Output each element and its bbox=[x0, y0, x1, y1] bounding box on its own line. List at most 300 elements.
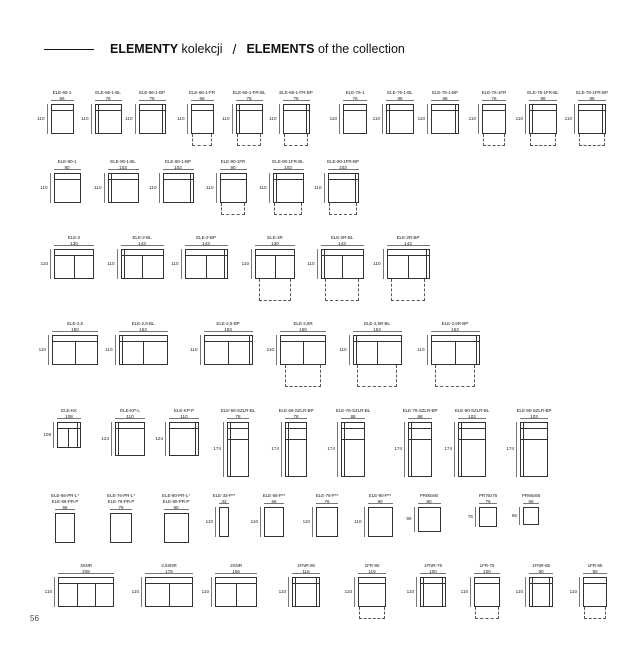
element-code: PR66x66 bbox=[521, 493, 541, 498]
corner-divider bbox=[68, 428, 69, 447]
sofa-element bbox=[52, 335, 98, 365]
element-height: 174 bbox=[444, 446, 452, 451]
seat-divider bbox=[77, 583, 78, 606]
chaise-divider bbox=[459, 439, 485, 476]
element-height: 110 bbox=[201, 588, 209, 594]
element-code-alt: ELE-66-PR-P bbox=[51, 499, 79, 504]
element-height: 110 bbox=[37, 115, 45, 121]
width-dimension-line bbox=[341, 418, 365, 419]
element-width: 78 bbox=[235, 414, 241, 419]
element-code: 1FNR-75 bbox=[424, 563, 442, 568]
height-dimension-line bbox=[324, 173, 325, 203]
height-dimension-line bbox=[427, 104, 428, 134]
sofa-element bbox=[280, 335, 326, 365]
element-height: 174 bbox=[271, 446, 279, 451]
width-dimension-line bbox=[215, 573, 257, 574]
seat-divider bbox=[236, 583, 237, 606]
height-dimension-line bbox=[317, 249, 318, 279]
element-code: ELE-76-SZLR-BP bbox=[402, 408, 438, 413]
backrest bbox=[359, 578, 385, 584]
element-width: 103 bbox=[339, 165, 347, 170]
width-dimension-line bbox=[204, 331, 253, 332]
element-code: ELE-76-1FR-BL bbox=[527, 90, 559, 95]
width-dimension-line bbox=[343, 100, 367, 101]
sofa-element bbox=[292, 577, 320, 607]
element-code: 1FNR-65 bbox=[532, 563, 550, 568]
element-height: 108 bbox=[43, 431, 51, 437]
sofa-element bbox=[353, 335, 402, 365]
backrest bbox=[221, 174, 246, 180]
element-code: ELE-2,5R-BP bbox=[441, 321, 469, 326]
element-height: 110 bbox=[468, 115, 476, 121]
width-dimension-line bbox=[145, 573, 193, 574]
armrest-right bbox=[306, 105, 309, 133]
element-width: 88 bbox=[540, 96, 546, 101]
sofa-element bbox=[255, 249, 295, 279]
width-dimension-line bbox=[280, 331, 326, 332]
sofa-element bbox=[164, 513, 189, 543]
element-code: PR90x90 bbox=[419, 493, 439, 498]
width-dimension-line bbox=[57, 418, 81, 419]
sofa-element bbox=[264, 507, 284, 537]
armrest-left bbox=[237, 105, 240, 133]
element-height: 110 bbox=[259, 184, 267, 190]
element-width: 150 bbox=[71, 327, 79, 332]
width-dimension-line bbox=[583, 573, 607, 574]
backrest bbox=[329, 174, 358, 180]
armrest-right bbox=[224, 250, 227, 278]
width-dimension-line bbox=[185, 245, 228, 246]
element-width: 100 bbox=[483, 569, 491, 574]
sleep-function-outline bbox=[483, 134, 505, 146]
height-dimension-line bbox=[216, 173, 217, 203]
width-dimension-line bbox=[529, 573, 553, 574]
width-dimension-line bbox=[458, 418, 486, 419]
sofa-element bbox=[121, 249, 164, 279]
armrest-left bbox=[530, 105, 533, 133]
width-dimension-line bbox=[431, 331, 480, 332]
sleep-function-outline bbox=[475, 607, 498, 619]
element-width: 100 bbox=[429, 569, 437, 574]
element-code: ELE-66-1-FR bbox=[189, 90, 215, 95]
backrest bbox=[344, 105, 366, 111]
element-code: ELE-KP-L bbox=[120, 408, 140, 413]
sleep-function-outline bbox=[325, 279, 359, 301]
sofa-element bbox=[273, 173, 304, 203]
sofa-element bbox=[283, 104, 310, 134]
element-height: 110 bbox=[206, 184, 214, 190]
element-code: ELE-66-SZLR-BP bbox=[278, 408, 314, 413]
element-code: ELE-66-P** bbox=[262, 493, 286, 498]
armrest-right bbox=[316, 578, 319, 606]
seat-divider bbox=[169, 583, 170, 606]
element-code: ELE-2R-BP bbox=[396, 235, 420, 240]
backrest bbox=[530, 105, 556, 111]
sofa-element bbox=[529, 104, 557, 134]
element-width: 108 bbox=[65, 414, 73, 419]
armrest-left bbox=[116, 423, 119, 455]
sofa-element bbox=[185, 249, 228, 279]
seat-divider bbox=[342, 255, 343, 278]
width-dimension-line bbox=[220, 169, 247, 170]
element-width: 163 bbox=[224, 327, 232, 332]
element-height: 66 bbox=[511, 512, 517, 518]
element-height: 110 bbox=[250, 518, 258, 524]
height-dimension-line bbox=[269, 173, 270, 203]
element-height: 110 bbox=[278, 588, 286, 594]
sofa-element bbox=[55, 513, 75, 543]
height-dimension-line bbox=[53, 422, 54, 448]
backrest bbox=[55, 174, 80, 180]
element-code: ELE-66-1-BL bbox=[95, 90, 121, 95]
sofa-element bbox=[474, 577, 500, 607]
height-dimension-line bbox=[312, 507, 313, 537]
backrest bbox=[584, 578, 606, 584]
height-dimension-line bbox=[516, 422, 517, 477]
seat-divider bbox=[303, 341, 304, 364]
height-dimension-line bbox=[47, 104, 48, 134]
sleep-function-outline bbox=[285, 365, 322, 387]
sofa-element bbox=[420, 577, 446, 607]
backrest bbox=[475, 578, 499, 584]
element-width: 76 bbox=[491, 96, 497, 101]
element-width: 103 bbox=[284, 165, 292, 170]
sleep-function-outline bbox=[530, 134, 555, 146]
width-dimension-line bbox=[292, 573, 320, 574]
height-dimension-line bbox=[135, 104, 136, 134]
width-dimension-line bbox=[115, 418, 145, 419]
armrest-right bbox=[442, 578, 445, 606]
backrest bbox=[109, 174, 138, 180]
width-dimension-line bbox=[163, 169, 194, 170]
height-dimension-line bbox=[159, 173, 160, 203]
element-height: 110 bbox=[131, 588, 139, 594]
sofa-element bbox=[529, 577, 553, 607]
element-code: ELE-90-SZLR-BL bbox=[454, 408, 490, 413]
element-height: 110 bbox=[569, 588, 577, 594]
armrest-left bbox=[109, 174, 112, 202]
backrest bbox=[521, 423, 547, 429]
element-height: 110 bbox=[329, 115, 337, 121]
height-dimension-line bbox=[454, 422, 455, 477]
width-dimension-line bbox=[482, 100, 506, 101]
width-dimension-line bbox=[110, 509, 132, 510]
height-dimension-line bbox=[260, 507, 261, 537]
width-dimension-line bbox=[386, 100, 414, 101]
sofa-element bbox=[220, 173, 247, 203]
element-code: ELE-2,5R bbox=[293, 321, 313, 326]
element-code: ELE-KP-P bbox=[173, 408, 195, 413]
element-width: 33 bbox=[221, 499, 227, 504]
element-code: 1FNR-90 bbox=[297, 563, 315, 568]
element-code: ELE-2R-BL bbox=[330, 235, 354, 240]
height-dimension-line bbox=[50, 249, 51, 279]
width-dimension-line bbox=[58, 573, 114, 574]
height-dimension-line bbox=[211, 577, 212, 607]
height-dimension-line bbox=[416, 577, 417, 607]
armrest-left bbox=[120, 336, 123, 364]
element-width: 76 bbox=[352, 96, 358, 101]
height-dimension-line bbox=[470, 577, 471, 607]
element-width: 150 bbox=[299, 327, 307, 332]
element-height: 110 bbox=[149, 184, 157, 190]
sofa-element bbox=[145, 577, 193, 607]
element-code: ELE-33-P** bbox=[212, 493, 236, 498]
element-height: 110 bbox=[373, 260, 381, 266]
width-dimension-line bbox=[283, 100, 310, 101]
height-dimension-line bbox=[414, 507, 415, 532]
sofa-element bbox=[408, 422, 432, 477]
width-dimension-line bbox=[236, 100, 263, 101]
width-dimension-line bbox=[321, 245, 364, 246]
element-width: 130 bbox=[70, 241, 78, 246]
armrest-right bbox=[249, 336, 252, 364]
width-dimension-line bbox=[95, 100, 122, 101]
armrest-left bbox=[293, 578, 296, 606]
sofa-element bbox=[368, 507, 393, 537]
element-width: 76 bbox=[118, 505, 124, 510]
width-dimension-line bbox=[408, 418, 432, 419]
width-dimension-line bbox=[54, 245, 94, 246]
sleep-function-outline bbox=[391, 279, 425, 301]
width-dimension-line bbox=[431, 100, 459, 101]
width-dimension-line bbox=[520, 418, 548, 419]
element-height: 110 bbox=[94, 184, 102, 190]
element-width: 208 bbox=[82, 569, 90, 574]
height-dimension-line bbox=[251, 249, 252, 279]
height-dimension-line bbox=[141, 577, 142, 607]
element-code: ELE-76-1-BL bbox=[387, 90, 413, 95]
width-dimension-line bbox=[255, 245, 295, 246]
element-code: 2,5SNR bbox=[161, 563, 177, 568]
backrest bbox=[164, 174, 193, 180]
element-height: 174 bbox=[327, 446, 335, 451]
sofa-element bbox=[163, 173, 194, 203]
backrest bbox=[52, 105, 73, 111]
element-height: 110 bbox=[44, 588, 52, 594]
element-code: 1FR-65 bbox=[587, 563, 603, 568]
sofa-element bbox=[343, 104, 367, 134]
element-width: 66 bbox=[59, 96, 65, 101]
element-code: ELE-76-PR-L* bbox=[107, 493, 135, 498]
sofa-element bbox=[358, 577, 386, 607]
height-dimension-line bbox=[54, 577, 55, 607]
sofa-element bbox=[321, 249, 364, 279]
element-width: 143 bbox=[138, 241, 146, 246]
element-height: 110 bbox=[125, 115, 133, 121]
seat-divider bbox=[377, 341, 378, 364]
width-dimension-line bbox=[227, 418, 249, 419]
backrest bbox=[483, 105, 505, 111]
height-dimension-line bbox=[354, 577, 355, 607]
sofa-element bbox=[431, 335, 480, 365]
height-dimension-line bbox=[339, 104, 340, 134]
element-width: 103 bbox=[530, 414, 538, 419]
width-dimension-line bbox=[529, 100, 557, 101]
seat-divider bbox=[206, 255, 207, 278]
height-dimension-line bbox=[475, 507, 476, 527]
height-dimension-line bbox=[276, 335, 277, 365]
element-height: 110 bbox=[515, 588, 523, 594]
element-code: ELE-76-1 bbox=[345, 90, 365, 95]
sleep-function-outline bbox=[435, 365, 474, 387]
chaise-divider bbox=[228, 439, 248, 476]
element-width: 110 bbox=[180, 414, 188, 419]
element-code-alt: ELE-90-PR-P bbox=[162, 499, 190, 504]
element-height: 110 bbox=[354, 518, 362, 524]
armrest-right bbox=[162, 105, 165, 133]
sofa-element bbox=[431, 104, 459, 134]
sofa-element bbox=[115, 422, 145, 456]
element-code: ELE-2 bbox=[67, 235, 81, 240]
chaise-divider bbox=[342, 439, 364, 476]
height-dimension-line bbox=[364, 507, 365, 537]
width-dimension-line bbox=[191, 100, 214, 101]
seat-divider bbox=[74, 255, 75, 278]
width-dimension-line bbox=[219, 503, 229, 504]
armrest-left bbox=[387, 105, 390, 133]
element-width: 90 bbox=[592, 569, 598, 574]
element-width: 76 bbox=[485, 499, 491, 504]
element-code: ELE-2,5R-BL bbox=[364, 321, 390, 326]
element-width: 88 bbox=[417, 414, 423, 419]
element-code: ELE-76-1FR bbox=[481, 90, 507, 95]
backrest bbox=[116, 423, 144, 429]
element-code: ELE-KK bbox=[61, 408, 77, 413]
sleep-function-outline bbox=[284, 134, 308, 146]
element-height: 110 bbox=[460, 588, 468, 594]
backrest bbox=[274, 174, 303, 180]
height-dimension-line bbox=[382, 104, 383, 134]
width-dimension-line bbox=[387, 245, 430, 246]
sofa-element bbox=[51, 104, 74, 134]
armrest-right bbox=[549, 578, 552, 606]
armrest-left bbox=[96, 105, 99, 133]
element-code: ELE-2-BP bbox=[196, 235, 216, 240]
sleep-function-outline bbox=[359, 607, 384, 619]
sleep-function-outline bbox=[357, 365, 396, 387]
page-number: 56 bbox=[30, 614, 39, 623]
sofa-element bbox=[204, 335, 253, 365]
height-dimension-line bbox=[519, 507, 520, 525]
element-height: 110 bbox=[40, 260, 48, 266]
element-width: 90 bbox=[230, 165, 236, 170]
seat-divider bbox=[142, 255, 143, 278]
sleep-function-outline bbox=[237, 134, 261, 146]
sofa-element bbox=[169, 422, 199, 456]
armrest-right bbox=[455, 105, 458, 133]
element-code: ELE-2,5 bbox=[67, 321, 83, 326]
backrest bbox=[459, 423, 485, 429]
element-width: 90 bbox=[538, 569, 544, 574]
armrest-right bbox=[476, 336, 479, 364]
element-width: 66 bbox=[199, 96, 205, 101]
element-code: ELE-2-BL bbox=[132, 235, 152, 240]
height-dimension-line bbox=[427, 335, 428, 365]
height-dimension-line bbox=[525, 577, 526, 607]
width-dimension-line bbox=[474, 573, 500, 574]
width-dimension-line bbox=[368, 503, 393, 504]
height-dimension-line bbox=[279, 104, 280, 134]
element-width: 178 bbox=[165, 569, 173, 574]
sofa-element bbox=[57, 422, 81, 448]
element-height: 90 bbox=[406, 516, 412, 521]
element-width: 156 bbox=[232, 569, 240, 574]
height-dimension-line bbox=[117, 249, 118, 279]
element-height: 174 bbox=[394, 446, 402, 451]
sofa-element bbox=[95, 104, 122, 134]
sleep-function-outline bbox=[221, 203, 245, 215]
element-width: 88 bbox=[442, 96, 448, 101]
sofa-element bbox=[119, 335, 168, 365]
element-height: 110 bbox=[205, 518, 213, 524]
sofa-element bbox=[341, 422, 365, 477]
element-code: ELE-66-1 bbox=[52, 90, 72, 95]
element-code: PR76x76 bbox=[478, 493, 498, 498]
armrest-right bbox=[190, 174, 193, 202]
element-width: 90 bbox=[64, 165, 70, 170]
height-dimension-line bbox=[115, 335, 116, 365]
element-height: 110 bbox=[266, 346, 274, 352]
element-width: 88 bbox=[397, 96, 403, 101]
height-dimension-line bbox=[281, 422, 282, 477]
element-width: 78 bbox=[246, 96, 252, 101]
element-width: 88 bbox=[350, 414, 356, 419]
sofa-element bbox=[219, 507, 229, 537]
element-width: 90 bbox=[426, 499, 432, 504]
armrest-right bbox=[355, 174, 358, 202]
element-height: 110 bbox=[81, 115, 89, 121]
element-width: 78 bbox=[105, 96, 111, 101]
element-code: ELE-66-1-FR-BP bbox=[279, 90, 313, 95]
sofa-element bbox=[316, 507, 338, 537]
element-width: 103 bbox=[468, 414, 476, 419]
element-width: 163 bbox=[451, 327, 459, 332]
sofa-element bbox=[108, 173, 139, 203]
sofa-element bbox=[236, 104, 263, 134]
armrest-right bbox=[426, 250, 429, 278]
width-dimension-line bbox=[353, 331, 402, 332]
height-dimension-line bbox=[104, 173, 105, 203]
element-code: ELE-90-1 bbox=[57, 159, 77, 164]
width-dimension-line bbox=[523, 503, 539, 504]
width-dimension-line bbox=[169, 418, 199, 419]
element-width: 90 bbox=[173, 505, 179, 510]
width-dimension-line bbox=[164, 509, 189, 510]
sofa-element bbox=[578, 104, 606, 134]
height-dimension-line bbox=[215, 507, 216, 537]
element-code: ELE-90-PR-L* bbox=[162, 493, 190, 498]
element-code-alt: ELE-76-PR-P bbox=[107, 499, 135, 504]
element-code: 1FR-75 bbox=[479, 563, 495, 568]
width-dimension-line bbox=[51, 100, 74, 101]
element-width: 76 bbox=[324, 499, 330, 504]
sofa-element bbox=[285, 422, 307, 477]
element-width: 110 bbox=[126, 414, 134, 419]
title-separator: / bbox=[232, 41, 237, 57]
armrest-right bbox=[195, 423, 198, 455]
width-dimension-line bbox=[285, 418, 307, 419]
element-height: 110 bbox=[302, 518, 310, 524]
width-dimension-line bbox=[264, 503, 284, 504]
height-dimension-line bbox=[187, 104, 188, 134]
backrest bbox=[409, 423, 431, 429]
height-dimension-line bbox=[50, 173, 51, 203]
height-dimension-line bbox=[383, 249, 384, 279]
width-dimension-line bbox=[328, 169, 359, 170]
width-dimension-line bbox=[54, 169, 81, 170]
element-width: 116 bbox=[302, 569, 310, 574]
